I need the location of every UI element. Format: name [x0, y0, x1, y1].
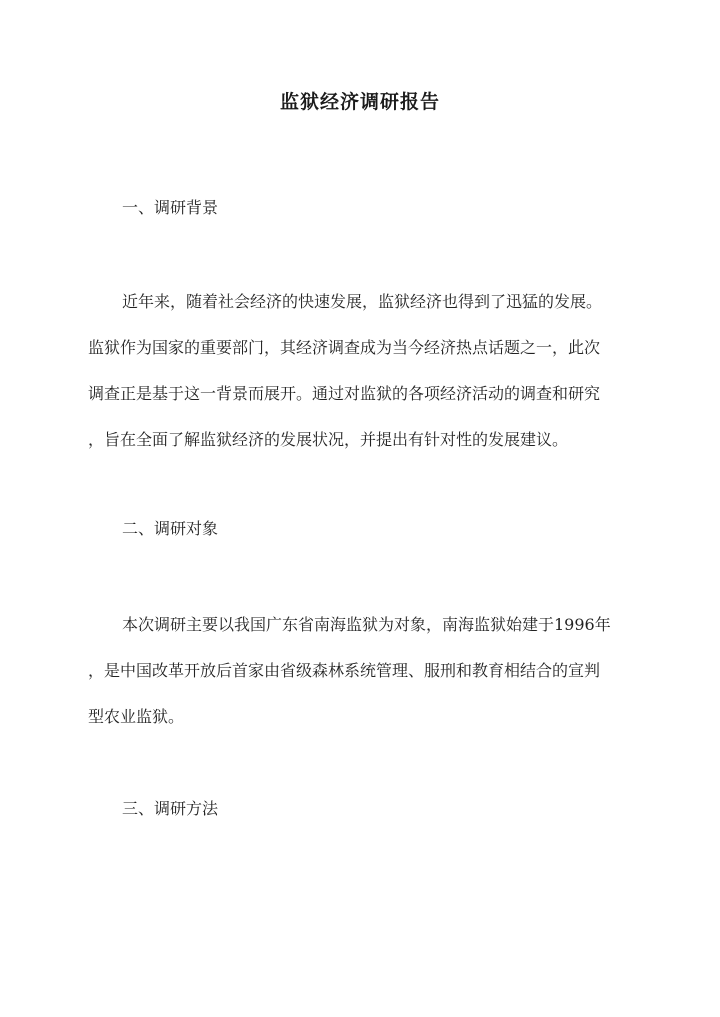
- paragraph-line: 监狱作为国家的重要部门，其经济调查成为当今经济热点话题之一，此次: [88, 338, 601, 357]
- section-paragraph-background: [88, 290, 636, 474]
- section-heading-subject: 二、调研对象: [122, 519, 219, 538]
- paragraph-line: ，是中国改革开放后首家由省级森林系统管理、服刑和教育相结合的宣判: [88, 661, 601, 680]
- section-heading-method: 三、调研方法: [122, 799, 219, 818]
- paragraph-line: 近年来，随着社会经济的快速发展，监狱经济也得到了迅猛的发展。: [122, 292, 603, 311]
- paragraph-line: 本次调研主要以我国广东省南海监狱为对象，南海监狱始建于1996年: [122, 615, 611, 634]
- document-title: 监狱经济调研报告: [279, 91, 440, 113]
- paragraph-line: ，旨在全面了解监狱经济的发展状况，并提出有针对性的发展建议。: [88, 430, 569, 449]
- paragraph-line: 调查正是基于这一背景而展开。通过对监狱的各项经济活动的调查和研究: [88, 384, 601, 403]
- paragraph-line: 型农业监狱。: [88, 707, 185, 726]
- section-paragraph-subject: [88, 613, 636, 751]
- section-heading-background: 一、调研背景: [122, 198, 219, 217]
